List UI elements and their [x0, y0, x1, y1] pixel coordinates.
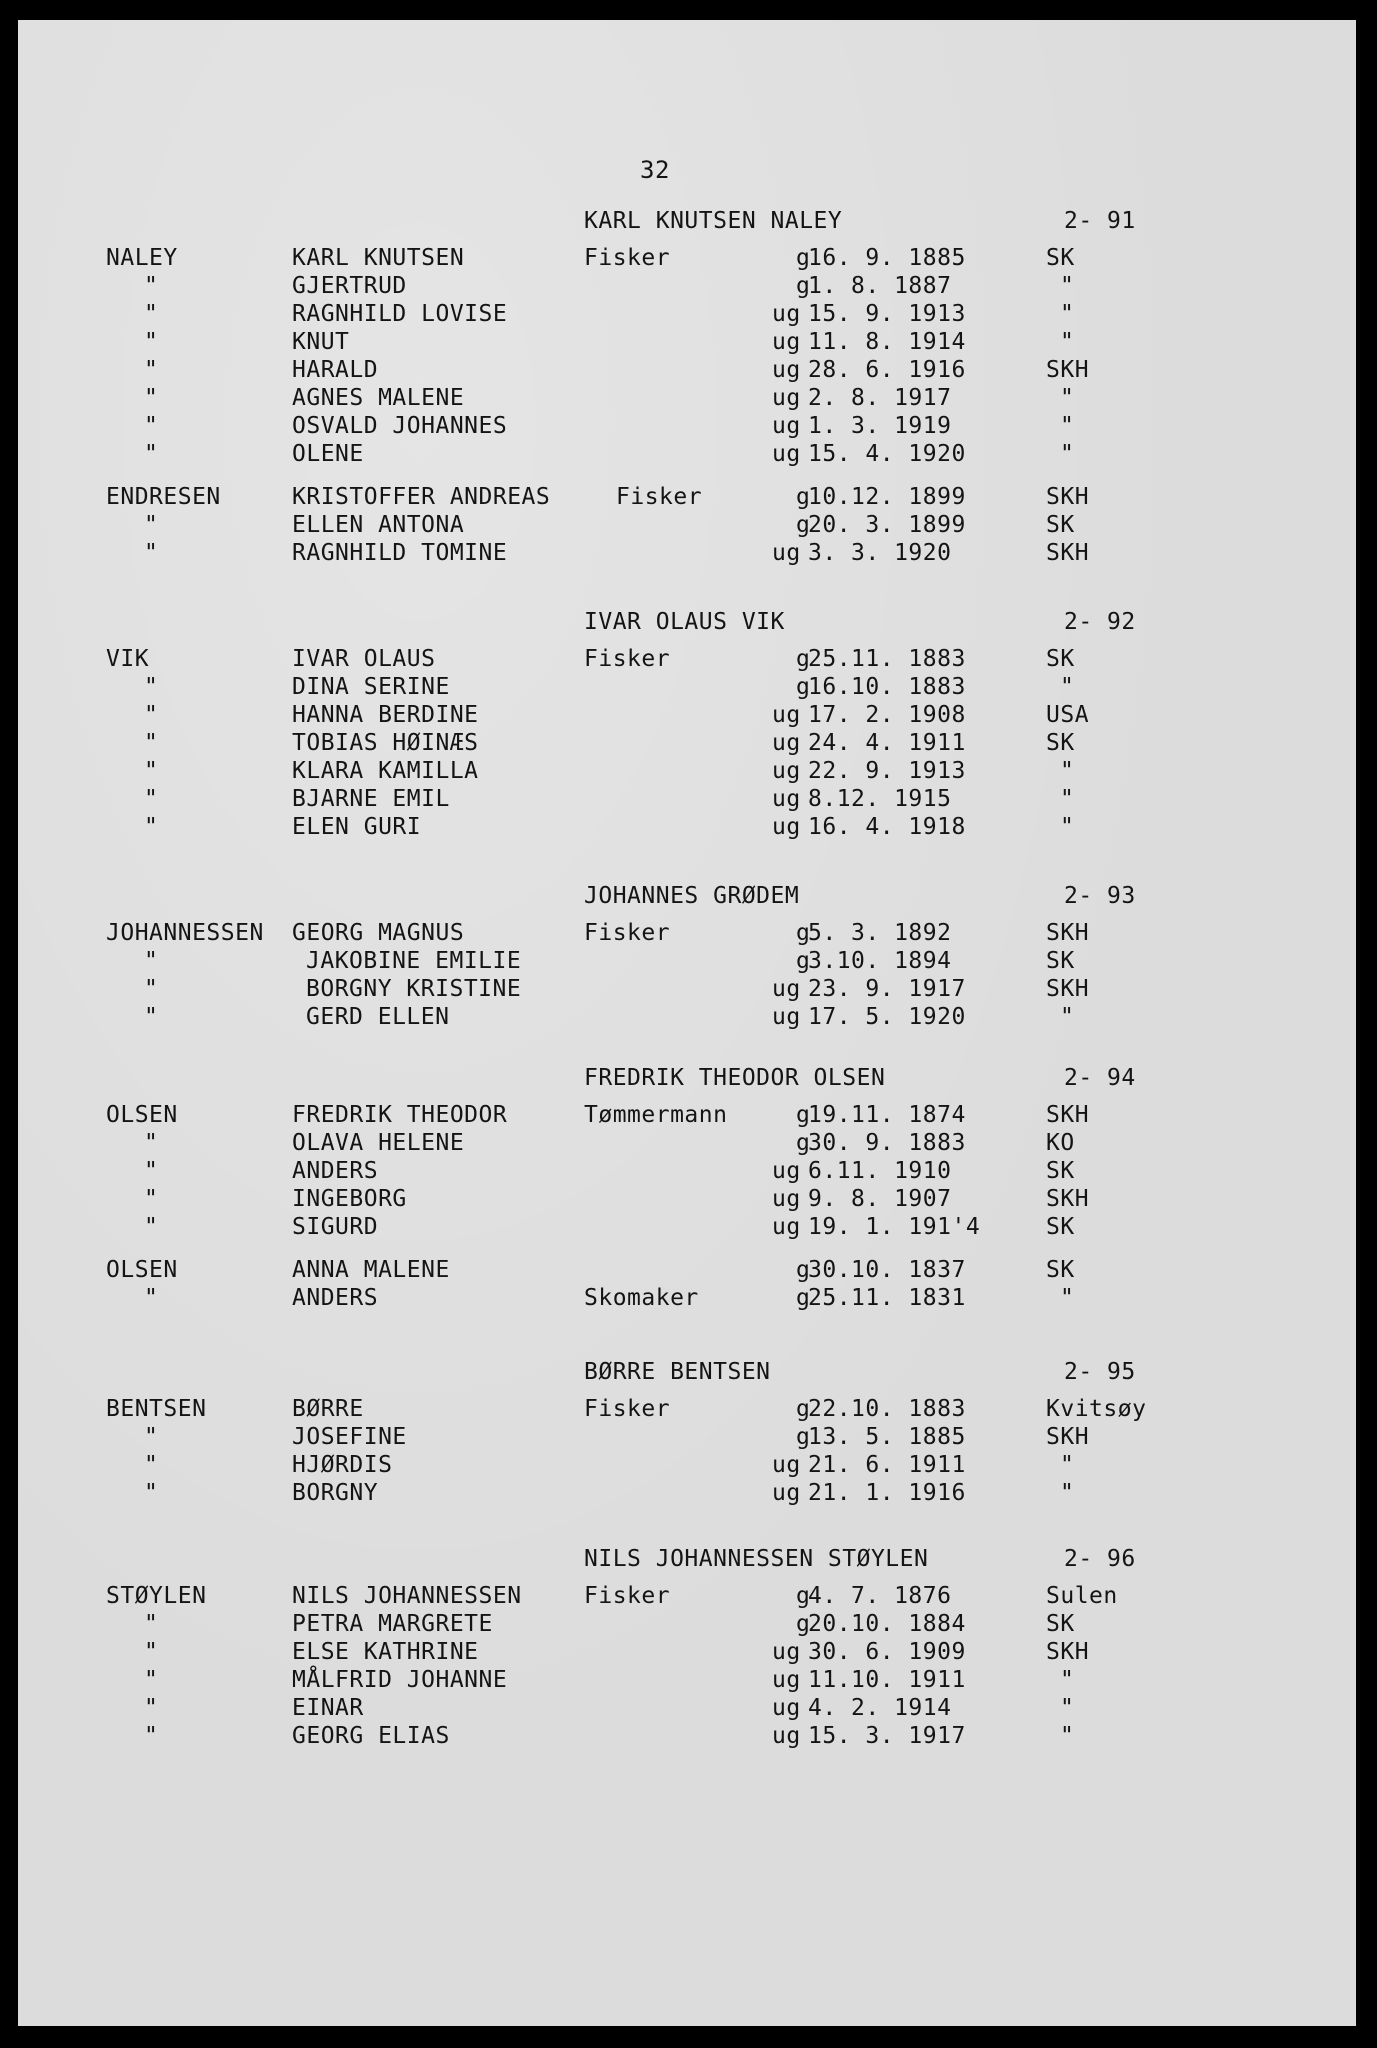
marital-status-cell: g — [796, 245, 811, 271]
surname-cell: " — [144, 1158, 159, 1184]
given-names-cell: OSVALD JOHANNES — [292, 413, 508, 439]
surname-cell: " — [144, 814, 159, 840]
given-names-cell: INGEBORG — [292, 1186, 407, 1212]
given-names-cell: TOBIAS HØINÆS — [292, 730, 479, 756]
birthplace-cell: SK — [1046, 1214, 1075, 1240]
surname-cell: " — [144, 512, 159, 538]
marital-status-cell: ug — [772, 758, 801, 784]
given-names-cell: GEORG ELIAS — [292, 1723, 450, 1749]
given-names-cell: ELEN GURI — [292, 814, 422, 840]
given-names-cell: KARL KNUTSEN — [292, 245, 465, 271]
marital-status-cell: ug — [772, 786, 801, 812]
birth-date-cell: 6.11. 1910 — [808, 1158, 952, 1184]
family-heading: JOHANNES GRØDEM — [584, 883, 800, 909]
marital-status-cell: ug — [772, 357, 801, 383]
birthplace-cell: " — [1060, 1723, 1075, 1749]
birthplace-cell: " — [1060, 329, 1075, 355]
surname-cell: " — [144, 273, 159, 299]
marital-status-cell: g — [796, 512, 811, 538]
birthplace-cell: " — [1060, 1695, 1075, 1721]
birth-date-cell: 24. 4. 1911 — [808, 730, 966, 756]
family-code: 2- 92 — [1064, 609, 1136, 635]
birthplace-cell: SKH — [1046, 1102, 1090, 1128]
birthplace-cell: SK — [1046, 245, 1075, 271]
birth-date-cell: 30.10. 1837 — [808, 1257, 966, 1283]
marital-status-cell: ug — [772, 1639, 801, 1665]
marital-status-cell: g — [796, 920, 811, 946]
marital-status-cell: ug — [772, 1452, 801, 1478]
marital-status-cell: g — [796, 1396, 811, 1422]
given-names-cell: KNUT — [292, 329, 350, 355]
birthplace-cell: SK — [1046, 1158, 1075, 1184]
marital-status-cell: ug — [772, 441, 801, 467]
birth-date-cell: 25.11. 1831 — [808, 1285, 966, 1311]
occupation-cell: Fisker — [584, 1583, 671, 1609]
occupation-cell: Fisker — [616, 484, 703, 510]
birthplace-cell: SKH — [1046, 1186, 1090, 1212]
birth-date-cell: 19.11. 1874 — [808, 1102, 966, 1128]
surname-cell: " — [144, 758, 159, 784]
marital-status-cell: ug — [772, 1695, 801, 1721]
birth-date-cell: 1. 3. 1919 — [808, 413, 952, 439]
marital-status-cell: ug — [772, 301, 801, 327]
family-code: 2- 93 — [1064, 883, 1136, 909]
marital-status-cell: ug — [772, 1480, 801, 1506]
marital-status-cell: g — [796, 273, 811, 299]
given-names-cell: JOSEFINE — [292, 1424, 407, 1450]
occupation-cell: Fisker — [584, 1396, 671, 1422]
given-names-cell: ELSE KATHRINE — [292, 1639, 479, 1665]
birth-date-cell: 30. 6. 1909 — [808, 1639, 966, 1665]
given-names-cell: ELLEN ANTONA — [292, 512, 465, 538]
surname-cell: " — [144, 1611, 159, 1637]
given-names-cell: BORGNY KRISTINE — [306, 976, 522, 1002]
marital-status-cell: g — [796, 1102, 811, 1128]
birthplace-cell: SKH — [1046, 357, 1090, 383]
birthplace-cell: " — [1060, 385, 1075, 411]
birth-date-cell: 23. 9. 1917 — [808, 976, 966, 1002]
marital-status-cell: ug — [772, 329, 801, 355]
birth-date-cell: 16. 9. 1885 — [808, 245, 966, 271]
birth-date-cell: 11. 8. 1914 — [808, 329, 966, 355]
family-heading: IVAR OLAUS VIK — [584, 609, 785, 635]
marital-status-cell: ug — [772, 702, 801, 728]
family-heading: KARL KNUTSEN NALEY — [584, 208, 843, 234]
birth-date-cell: 17. 5. 1920 — [808, 1004, 966, 1030]
birth-date-cell: 11.10. 1911 — [808, 1667, 966, 1693]
given-names-cell: DINA SERINE — [292, 674, 450, 700]
given-names-cell: SIGURD — [292, 1214, 379, 1240]
birth-date-cell: 16.10. 1883 — [808, 674, 966, 700]
birthplace-cell: SKH — [1046, 976, 1090, 1002]
surname-cell: " — [144, 1130, 159, 1156]
surname-cell: OLSEN — [106, 1102, 178, 1128]
birthplace-cell: SK — [1046, 646, 1075, 672]
surname-cell: " — [144, 1452, 159, 1478]
birth-date-cell: 25.11. 1883 — [808, 646, 966, 672]
family-code: 2- 94 — [1064, 1065, 1136, 1091]
occupation-cell: Tømmermann — [584, 1102, 728, 1128]
birthplace-cell: SKH — [1046, 1639, 1090, 1665]
surname-cell: NALEY — [106, 245, 178, 271]
birthplace-cell: " — [1060, 1452, 1075, 1478]
surname-cell: STØYLEN — [106, 1583, 207, 1609]
surname-cell: " — [144, 441, 159, 467]
marital-status-cell: g — [796, 674, 811, 700]
marital-status-cell: ug — [772, 1214, 801, 1240]
given-names-cell: HJØRDIS — [292, 1452, 393, 1478]
birth-date-cell: 8.12. 1915 — [808, 786, 952, 812]
birthplace-cell: SK — [1046, 1611, 1075, 1637]
given-names-cell: ANDERS — [292, 1285, 379, 1311]
surname-cell: " — [144, 1480, 159, 1506]
birth-date-cell: 21. 6. 1911 — [808, 1452, 966, 1478]
birth-date-cell: 15. 3. 1917 — [808, 1723, 966, 1749]
birthplace-cell: " — [1060, 1667, 1075, 1693]
marital-status-cell: g — [796, 948, 811, 974]
marital-status-cell: ug — [772, 976, 801, 1002]
birth-date-cell: 1. 8. 1887 — [808, 273, 952, 299]
surname-cell: " — [144, 1004, 159, 1030]
given-names-cell: KRISTOFFER ANDREAS — [292, 484, 551, 510]
birth-date-cell: 20.10. 1884 — [808, 1611, 966, 1637]
given-names-cell: GEORG MAGNUS — [292, 920, 465, 946]
given-names-cell: GERD ELLEN — [306, 1004, 450, 1030]
given-names-cell: RAGNHILD LOVISE — [292, 301, 508, 327]
birth-date-cell: 19. 1. 191'4 — [808, 1214, 981, 1240]
given-names-cell: ANNA MALENE — [292, 1257, 450, 1283]
given-names-cell: OLAVA HELENE — [292, 1130, 465, 1156]
family-code: 2- 95 — [1064, 1359, 1136, 1385]
birthplace-cell: SKH — [1046, 540, 1090, 566]
given-names-cell: HANNA BERDINE — [292, 702, 479, 728]
birth-date-cell: 2. 8. 1917 — [808, 385, 952, 411]
surname-cell: " — [144, 1424, 159, 1450]
birthplace-cell: SKH — [1046, 1424, 1090, 1450]
given-names-cell: HARALD — [292, 357, 379, 383]
marital-status-cell: g — [796, 1583, 811, 1609]
birth-date-cell: 10.12. 1899 — [808, 484, 966, 510]
given-names-cell: RAGNHILD TOMINE — [292, 540, 508, 566]
given-names-cell: NILS JOHANNESSEN — [292, 1583, 522, 1609]
surname-cell: " — [144, 1285, 159, 1311]
birth-date-cell: 13. 5. 1885 — [808, 1424, 966, 1450]
given-names-cell: BJARNE EMIL — [292, 786, 450, 812]
birth-date-cell: 4. 7. 1876 — [808, 1583, 952, 1609]
marital-status-cell: ug — [772, 385, 801, 411]
given-names-cell: IVAR OLAUS — [292, 646, 436, 672]
family-heading: FREDRIK THEODOR OLSEN — [584, 1065, 886, 1091]
marital-status-cell: ug — [772, 1723, 801, 1749]
given-names-cell: BØRRE — [292, 1396, 364, 1422]
surname-cell: " — [144, 786, 159, 812]
document-page — [18, 20, 1356, 2026]
marital-status-cell: ug — [772, 730, 801, 756]
occupation-cell: Fisker — [584, 646, 671, 672]
birth-date-cell: 30. 9. 1883 — [808, 1130, 966, 1156]
given-names-cell: OLENE — [292, 441, 364, 467]
surname-cell: " — [144, 301, 159, 327]
birthplace-cell: Sulen — [1046, 1583, 1118, 1609]
surname-cell: " — [144, 385, 159, 411]
birthplace-cell: " — [1060, 1004, 1075, 1030]
birth-date-cell: 21. 1. 1916 — [808, 1480, 966, 1506]
marital-status-cell: ug — [772, 1158, 801, 1184]
marital-status-cell: ug — [772, 1004, 801, 1030]
birthplace-cell: " — [1060, 758, 1075, 784]
birthplace-cell: " — [1060, 674, 1075, 700]
marital-status-cell: ug — [772, 1667, 801, 1693]
marital-status-cell: ug — [772, 540, 801, 566]
birthplace-cell: " — [1060, 1480, 1075, 1506]
birthplace-cell: " — [1060, 301, 1075, 327]
marital-status-cell: g — [796, 1424, 811, 1450]
surname-cell: " — [144, 674, 159, 700]
given-names-cell: GJERTRUD — [292, 273, 407, 299]
birth-date-cell: 15. 9. 1913 — [808, 301, 966, 327]
given-names-cell: MÅLFRID JOHANNE — [292, 1667, 508, 1693]
family-code: 2- 96 — [1064, 1546, 1136, 1572]
birth-date-cell: 28. 6. 1916 — [808, 357, 966, 383]
surname-cell: " — [144, 413, 159, 439]
surname-cell: JOHANNESSEN — [106, 920, 264, 946]
birth-date-cell: 20. 3. 1899 — [808, 512, 966, 538]
marital-status-cell: g — [796, 1285, 811, 1311]
surname-cell: BENTSEN — [106, 1396, 207, 1422]
occupation-cell: Fisker — [584, 920, 671, 946]
surname-cell: " — [144, 1723, 159, 1749]
birthplace-cell: SK — [1046, 1257, 1075, 1283]
birth-date-cell: 22. 9. 1913 — [808, 758, 966, 784]
surname-cell: " — [144, 357, 159, 383]
birth-date-cell: 4. 2. 1914 — [808, 1695, 952, 1721]
family-heading: NILS JOHANNESSEN STØYLEN — [584, 1546, 929, 1572]
birthplace-cell: " — [1060, 441, 1075, 467]
surname-cell: " — [144, 1639, 159, 1665]
birthplace-cell: " — [1060, 413, 1075, 439]
given-names-cell: PETRA MARGRETE — [292, 1611, 493, 1637]
birthplace-cell: " — [1060, 786, 1075, 812]
marital-status-cell: ug — [772, 1186, 801, 1212]
birth-date-cell: 5. 3. 1892 — [808, 920, 952, 946]
surname-cell: " — [144, 702, 159, 728]
family-code: 2- 91 — [1064, 208, 1136, 234]
occupation-cell: Skomaker — [584, 1285, 699, 1311]
surname-cell: " — [144, 948, 159, 974]
birthplace-cell: SK — [1046, 512, 1075, 538]
birthplace-cell: SK — [1046, 948, 1075, 974]
birthplace-cell: " — [1060, 1285, 1075, 1311]
birth-date-cell: 16. 4. 1918 — [808, 814, 966, 840]
given-names-cell: EINAR — [292, 1695, 364, 1721]
birthplace-cell: " — [1060, 273, 1075, 299]
surname-cell: " — [144, 540, 159, 566]
marital-status-cell: g — [796, 1130, 811, 1156]
surname-cell: " — [144, 976, 159, 1002]
marital-status-cell: g — [796, 1257, 811, 1283]
surname-cell: OLSEN — [106, 1257, 178, 1283]
marital-status-cell: ug — [772, 814, 801, 840]
birth-date-cell: 15. 4. 1920 — [808, 441, 966, 467]
surname-cell: " — [144, 1186, 159, 1212]
birth-date-cell: 3.10. 1894 — [808, 948, 952, 974]
given-names-cell: JAKOBINE EMILIE — [306, 948, 522, 974]
family-heading: BØRRE BENTSEN — [584, 1359, 771, 1385]
birthplace-cell: Kvitsøy — [1046, 1396, 1147, 1422]
birthplace-cell: USA — [1046, 702, 1090, 728]
given-names-cell: FREDRIK THEODOR — [292, 1102, 508, 1128]
page-number: 32 — [640, 156, 670, 184]
birthplace-cell: SK — [1046, 730, 1075, 756]
surname-cell: " — [144, 730, 159, 756]
given-names-cell: ANDERS — [292, 1158, 379, 1184]
birthplace-cell: KO — [1046, 1130, 1075, 1156]
birth-date-cell: 22.10. 1883 — [808, 1396, 966, 1422]
marital-status-cell: g — [796, 484, 811, 510]
surname-cell: ENDRESEN — [106, 484, 221, 510]
birth-date-cell: 9. 8. 1907 — [808, 1186, 952, 1212]
marital-status-cell: g — [796, 646, 811, 672]
given-names-cell: AGNES MALENE — [292, 385, 465, 411]
given-names-cell: KLARA KAMILLA — [292, 758, 479, 784]
birthplace-cell: " — [1060, 814, 1075, 840]
surname-cell: " — [144, 1695, 159, 1721]
marital-status-cell: ug — [772, 413, 801, 439]
birthplace-cell: SKH — [1046, 920, 1090, 946]
given-names-cell: BORGNY — [292, 1480, 379, 1506]
surname-cell: " — [144, 1214, 159, 1240]
birth-date-cell: 17. 2. 1908 — [808, 702, 966, 728]
surname-cell: " — [144, 1667, 159, 1693]
occupation-cell: Fisker — [584, 245, 671, 271]
surname-cell: VIK — [106, 646, 150, 672]
birth-date-cell: 3. 3. 1920 — [808, 540, 952, 566]
surname-cell: " — [144, 329, 159, 355]
birthplace-cell: SKH — [1046, 484, 1090, 510]
marital-status-cell: g — [796, 1611, 811, 1637]
